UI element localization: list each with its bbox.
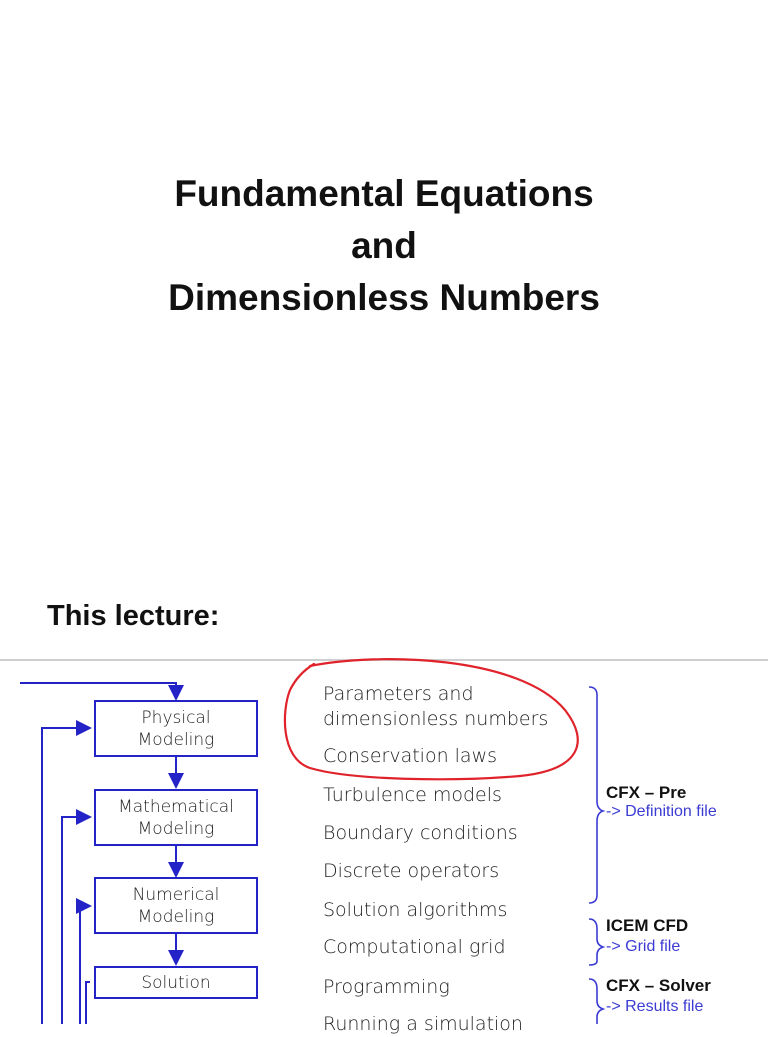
box-label-line-2: Modeling (137, 818, 215, 839)
topic-item: Discrete operators (323, 860, 500, 882)
tool-output-results-file: -> Results file (606, 998, 704, 1015)
topic-item: Running a simulation (323, 1013, 523, 1035)
box-label-line-1: Mathematical (118, 796, 234, 817)
tool-output-grid-file: -> Grid file (606, 938, 681, 955)
highlight-circle (270, 650, 600, 790)
box-label-line-2: Modeling (137, 906, 215, 927)
topic-item: dimensionless numbers (323, 708, 549, 730)
box-label-line-1: Physical (141, 707, 211, 728)
box-label-line-2: Modeling (137, 729, 215, 750)
box-numerical-modeling (94, 877, 258, 934)
box-label-line-1: Numerical (132, 884, 220, 905)
box-mathematical-modeling (94, 789, 258, 846)
slide-title (0, 168, 768, 324)
topic-item: Programming (323, 976, 450, 998)
title-line-2: and (351, 225, 417, 266)
lecture-heading: This lecture: (47, 600, 220, 632)
tool-name-cfx-solver: CFX – Solver (606, 976, 711, 995)
topic-item: Solution algorithms (323, 899, 508, 921)
tool-output-definition-file: -> Definition file (606, 803, 717, 820)
tool-name-icem-cfd: ICEM CFD (606, 916, 689, 935)
tool-braces (560, 661, 620, 1024)
box-physical-modeling (94, 700, 258, 757)
tool-name-cfx-pre: CFX – Pre (606, 783, 687, 802)
topic-item: Conservation laws (323, 745, 498, 767)
topic-item: Parameters and (323, 683, 474, 705)
box-solution (94, 966, 258, 999)
title-line-1: Fundamental Equations (174, 173, 594, 214)
topic-item: Computational grid (323, 936, 506, 958)
topic-item: Boundary conditions (323, 822, 518, 844)
topic-item: Turbulence models (323, 784, 502, 806)
box-label-line-1: Solution (141, 972, 211, 993)
title-line-3: Dimensionless Numbers (168, 277, 600, 318)
